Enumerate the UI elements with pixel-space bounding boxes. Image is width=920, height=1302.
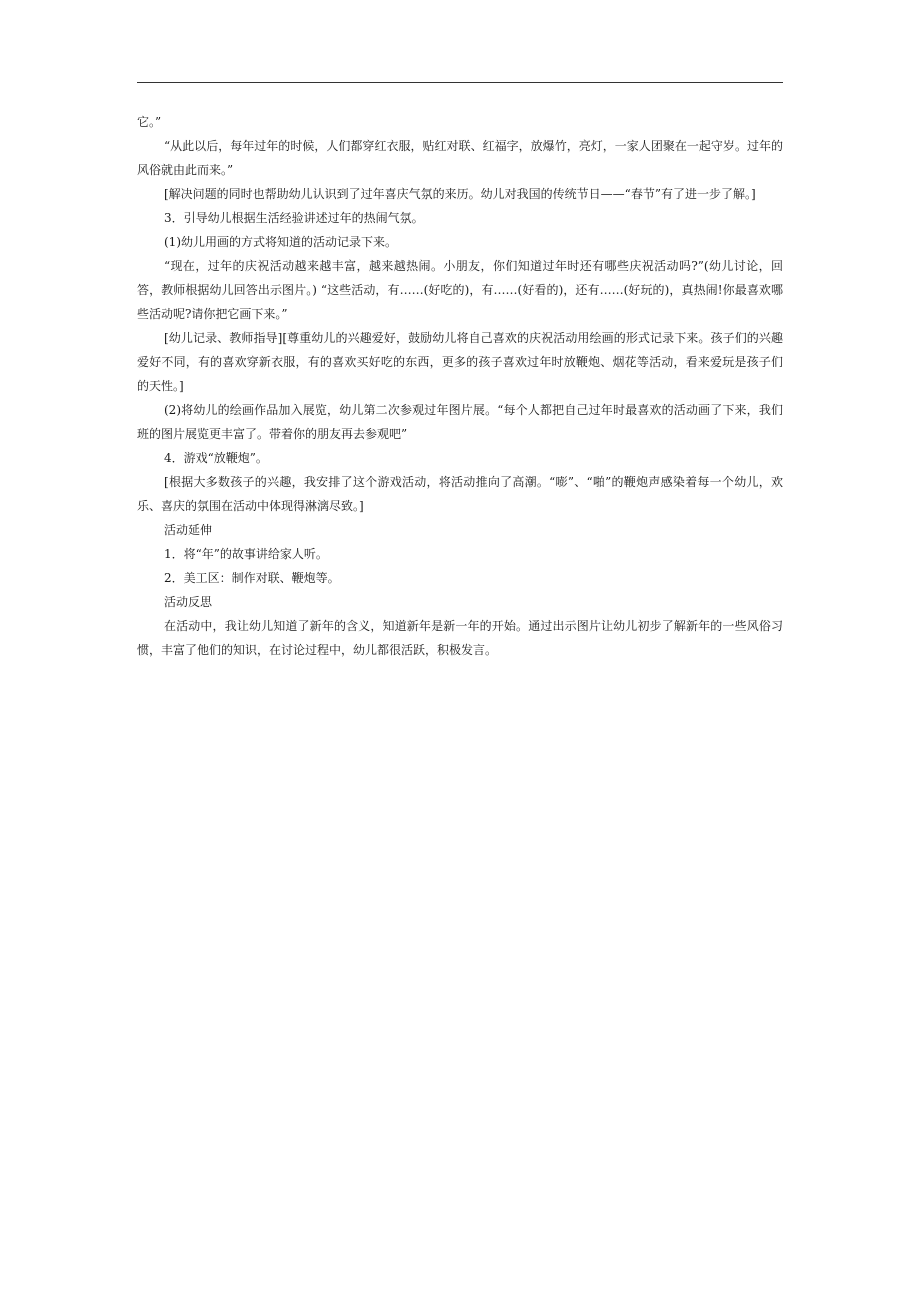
paragraph-4: 3．引导幼儿根据生活经验讲述过年的热闹气氛。 (164, 211, 424, 225)
paragraph-8: (2)将幼儿的绘画作品加入展览，幼儿第二次参观过年图片展。“每个人都把自己过年时最喜欢的活动画了下来，我们班的图片展览更丰富了。带着你的朋友再去参观吧” (137, 403, 783, 441)
paragraph-10: [根据大多数孩子的兴趣，我安排了这个游戏活动，将活动推向了高潮。“嘭”、“啪”的鞭炮声感染着每一个幼儿，欢乐、喜庆的氛围在活动中体现得淋漓尽致。] (137, 475, 783, 513)
paragraph-1: 它。” (137, 115, 162, 129)
document-body (137, 110, 783, 662)
paragraph-5: (1)幼儿用画的方式将知道的活动记录下来。 (164, 235, 397, 249)
paragraph-7: [幼儿记录、教师指导][尊重幼儿的兴趣爱好，鼓励幼儿将自己喜欢的庆祝活动用绘画的形式记录下来。孩子们的兴趣爱好不同，有的喜欢穿新衣服，有的喜欢买好吃的东西，更多的孩子喜欢过年时放鞭炮、烟花等活动，看来爱玩是孩子们的天性。] (137, 331, 783, 393)
paragraph-2: “从此以后，每年过年的时候，人们都穿红衣服，贴红对联、红福字，放爆竹，亮灯，一家人团聚在一起守岁。过年的风俗就由此而来。” (137, 139, 783, 177)
paragraph-9: 4．游戏“放鞭炮”。 (164, 451, 268, 465)
paragraph-3: [解决问题的同时也帮助幼儿认识到了过年喜庆气氛的来历。幼儿对我国的传统节日——“春节”有了进一步了解。] (164, 187, 756, 201)
section-heading-extension: 活动延伸 (164, 523, 213, 537)
paragraph-13: 2．美工区：制作对联、鞭炮等。 (164, 571, 340, 585)
header-rule (137, 82, 783, 83)
paragraph-6: “现在，过年的庆祝活动越来越丰富，越来越热闹。小朋友，你们知道过年时还有哪些庆祝活动吗?”(幼儿讨论，回答，教师根据幼儿回答出示图片。) “这些活动，有……(好吃的)，有……(好看的)，还有……(好玩的)，真热闹!你最喜欢哪些活动呢?请你把它画下来。” (137, 259, 783, 321)
paragraph-15: 在活动中，我让幼儿知道了新年的含义，知道新年是新一年的开始。通过出示图片让幼儿初步了解新年的一些风俗习惯，丰富了他们的知识，在讨论过程中，幼儿都很活跃，积极发言。 (137, 619, 783, 657)
section-heading-reflection: 活动反思 (164, 595, 213, 609)
paragraph-12: 1．将“年”的故事讲给家人听。 (164, 547, 328, 561)
